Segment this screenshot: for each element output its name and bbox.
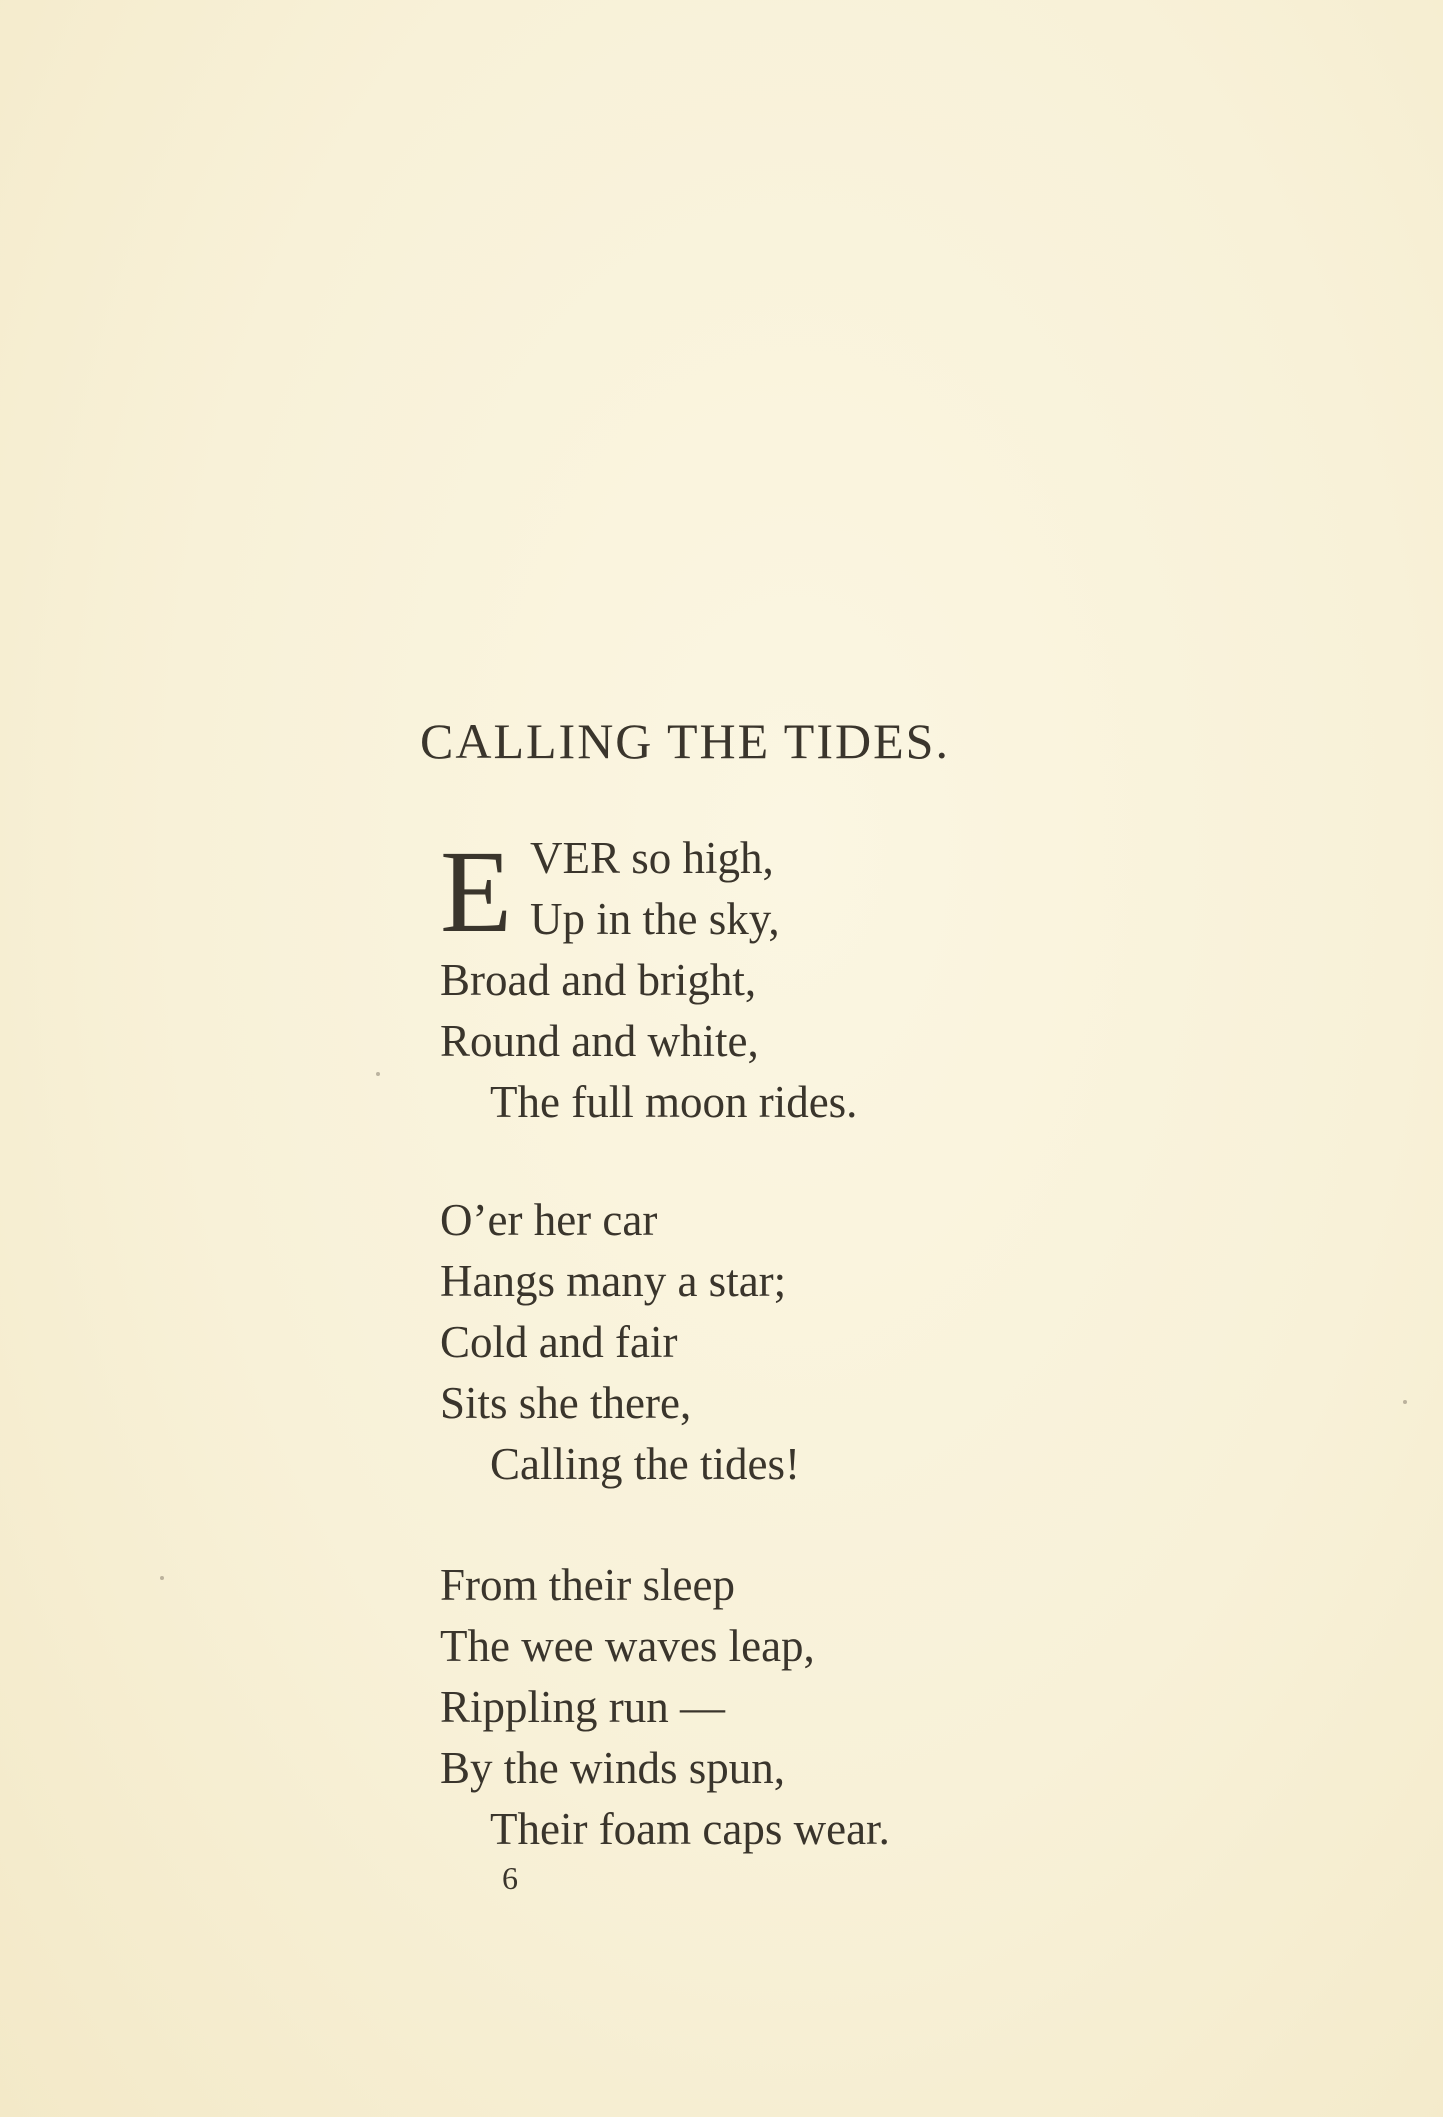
paper-speck bbox=[160, 1576, 164, 1580]
poem-line: O’er her car bbox=[440, 1195, 658, 1245]
stanza-2 bbox=[440, 1190, 800, 1495]
poem-line: Broad and bright, bbox=[440, 955, 757, 1005]
poem-line: Cold and fair bbox=[440, 1317, 678, 1367]
stanza-3 bbox=[440, 1555, 890, 1860]
poem-line: From their sleep bbox=[440, 1560, 735, 1610]
paper-speck bbox=[376, 1072, 380, 1076]
poem-line: Round and white, bbox=[440, 1016, 759, 1066]
drop-cap-letter: E bbox=[440, 826, 513, 957]
poem-line: Their foam caps wear. bbox=[490, 1804, 890, 1854]
paper-speck bbox=[1403, 1400, 1407, 1404]
poem-line: Hangs many a star; bbox=[440, 1256, 787, 1306]
poem-line: The full moon rides. bbox=[490, 1077, 858, 1127]
poem-line: The wee waves leap, bbox=[440, 1621, 815, 1671]
poem-line: Sits she there, bbox=[440, 1378, 692, 1428]
poem-line: VER so high, bbox=[530, 833, 774, 883]
poem-line: Rippling run — bbox=[440, 1682, 726, 1732]
page-number: 6 bbox=[502, 1860, 518, 1896]
poem-line: Up in the sky, bbox=[530, 894, 780, 944]
poem-title: CALLING THE TIDES. bbox=[420, 713, 950, 769]
poem-line: By the winds spun, bbox=[440, 1743, 786, 1793]
stanza-1 bbox=[440, 828, 857, 1133]
poem-line: Calling the tides! bbox=[490, 1439, 800, 1489]
